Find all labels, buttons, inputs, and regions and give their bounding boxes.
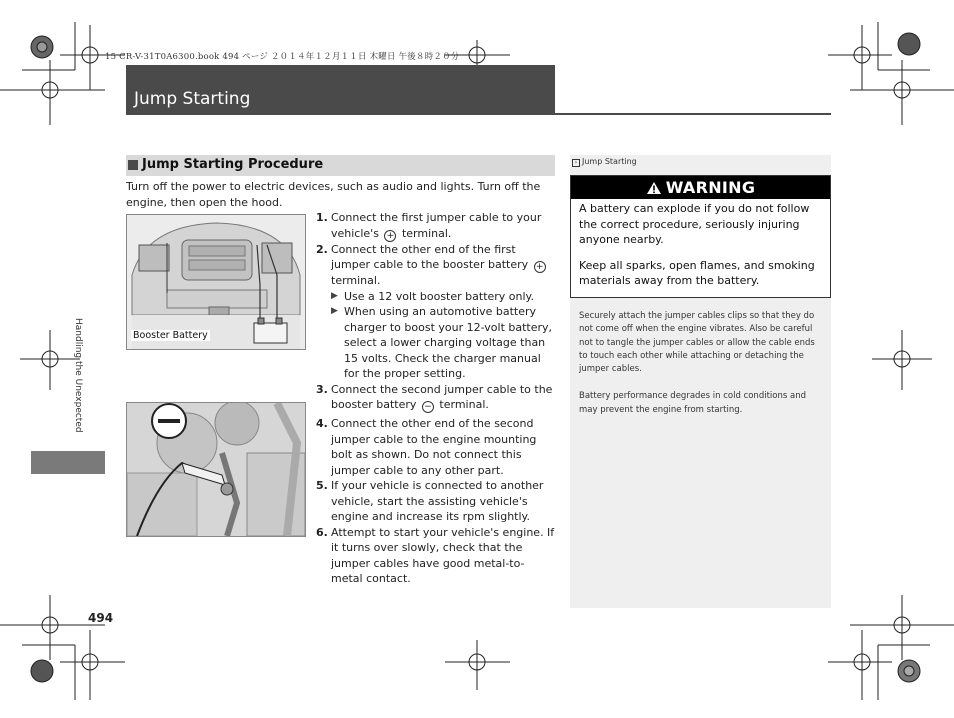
warning-paragraph: Keep all sparks, open flames, and smoking materials away from the battery. [579, 258, 815, 287]
warning-text [579, 201, 827, 299]
procedure-step [316, 382, 556, 414]
step-text [331, 416, 556, 478]
step-number: 1. [316, 211, 328, 224]
side-reference-label: Jump Starting [582, 157, 637, 166]
procedure-step [316, 478, 556, 525]
note-paragraph: Securely attach the jumper cables clips so that they do not come off when the engine vibrates. Also be careful not to tangle the jumper cables or allow the cable ends to touch each other while attaching or detaching the jumper cables. [579, 311, 815, 375]
page-title: Jump Starting [134, 89, 251, 109]
step-text-main: Attempt to start your vehicle's engine. If it turns over slowly, check that the jumper cables have good metal-to-metal contact. [331, 525, 555, 585]
step-text [331, 210, 556, 242]
minus-terminal-icon: − [422, 401, 434, 413]
warning-triangle-icon [646, 181, 662, 195]
step-text-end: terminal. [331, 274, 381, 287]
booster-battery-label: Booster Battery [133, 330, 208, 341]
arrow-right-icon: ▶ [331, 290, 338, 301]
procedure-step [316, 210, 556, 242]
step-text [331, 382, 556, 414]
note-paragraph: Battery performance degrades in cold conditions and may prevent the engine from starting. [579, 391, 806, 415]
step-sub-text: When using an automotive battery charger to boost your 12-volt battery, select a lower charging voltage than 15 volts. Check the charger manual for the proper setting. [344, 305, 553, 380]
step-text-main: Connect the other end of the first jumper cable to the booster battery [331, 242, 529, 271]
step-number: 5. [316, 479, 328, 492]
step-text [331, 525, 556, 587]
step-number: 3. [316, 382, 328, 396]
step-sub-text: Use a 12 volt booster battery only. [344, 289, 534, 303]
procedure-step [316, 525, 556, 587]
ground-connection-illustration [127, 403, 305, 536]
step-text-end: terminal. [439, 398, 489, 411]
step-text-main: Connect the second jumper cable to the booster battery [331, 382, 553, 411]
step-text-main: Connect the other end of the second jumper cable to the engine mounting bolt as shown. Do not connect this jumper cable to any other part. [331, 417, 537, 477]
side-tab-label: Handling the Unexpected [73, 318, 83, 433]
procedure-step [316, 416, 556, 478]
engine-bay-illustration [127, 215, 305, 349]
arrow-right-icon: ▶ [331, 306, 338, 316]
warning-paragraph: A battery can explode if you do not follow the correct procedure, seriously injuring anyone nearby. [579, 202, 810, 246]
intro-paragraph: Turn off the power to electric devices, such as audio and lights. Turn off the engine, then open the hood. [126, 180, 541, 209]
step-text [331, 478, 556, 525]
step-sub-item [331, 304, 556, 382]
section-square-icon [128, 160, 138, 170]
step-text-main: If your vehicle is connected to another vehicle, start the assisting vehicle's engine and increase its rpm slightly. [331, 479, 544, 523]
step-number: 6. [316, 525, 328, 539]
page-number: 494 [88, 611, 114, 625]
plus-terminal-icon: + [384, 230, 396, 242]
procedure-step [316, 242, 556, 289]
section-title: Jump Starting Procedure [142, 157, 324, 172]
plus-terminal-icon: + [534, 261, 546, 273]
step-number: 4. [316, 417, 328, 430]
step-sub-item [331, 289, 556, 305]
file-header: 15 CR-V-31T0A6300.book 494 ページ ２０１４年１２月１１日 木曜日 午後８時２０分 [105, 52, 460, 62]
notes-text [579, 310, 825, 431]
step-text-main: Connect the first jumper cable to your vehicle's [331, 211, 542, 240]
reference-icon: › [572, 159, 580, 167]
ground-connection-figure [126, 402, 306, 537]
warning-header [571, 176, 830, 199]
step-text [331, 242, 556, 289]
step-number: 2. [316, 242, 328, 256]
title-rule [126, 113, 831, 115]
side-reference [572, 157, 637, 167]
step-text-end: terminal. [401, 226, 452, 240]
side-tab-marker [31, 451, 105, 474]
warning-label: WARNING [665, 178, 756, 197]
procedure-steps [316, 210, 556, 587]
